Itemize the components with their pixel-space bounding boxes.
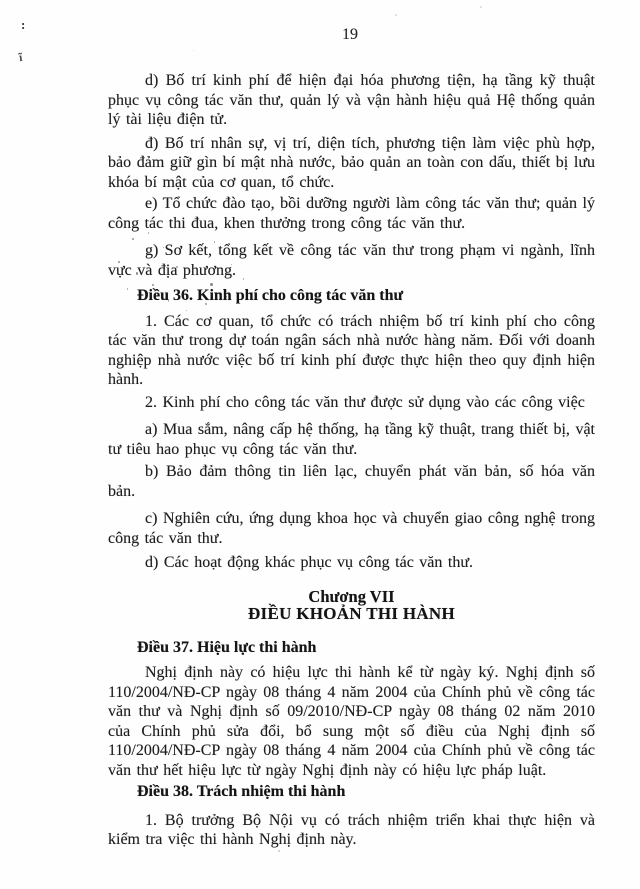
clause-g-review: g) Sơ kết, tổng kết về công tác văn thư trong phạm vi ngành, lĩnh vực và địa phương. xyxy=(108,242,595,279)
article-36-clause-1: 1. Các cơ quan, tổ chức có trách nhiệm bố trí kinh phí cho công tác văn thư trong dự toán ngân sách nhà nước hàng năm. Đối với doanh nghiệp nhà nước việc bố trí kinh phí được thực hiện theo quy định hiện hành. xyxy=(108,312,595,388)
ink-speckle xyxy=(193,50,194,51)
article-38-clause-1: 1. Bộ trưởng Bộ Nội vụ có trách nhiệm triển khai thực hiện và kiểm tra việc thi hành Nghị định này. xyxy=(108,811,595,848)
article-36-clause-2c: c) Nghiên cứu, ứng dụng khoa học và chuyển giao công nghệ trong công tác văn thư. xyxy=(108,510,595,547)
article-37-paragraph: Nghị định này có hiệu lực thi hành kể từ ngày ký. Nghị định số 110/2004/NĐ-CP ngày 08 tháng 4 năm 2004 của Chính phủ về công tác văn thư và Nghị định số 09/2010/NĐ-CP ngày 08 tháng 02 năm 2010 của Chính phủ sửa đổi, bổ sung một số điều của Nghị định số 110/2004/NĐ-CP ngày 08 tháng 4 năm 2004 của Chính phủ về công tác văn thư hết hiệu lực từ ngày Nghị định này có hiệu lực pháp luật. xyxy=(108,664,595,779)
page-content xyxy=(108,71,595,850)
scan-artifact-colon: : xyxy=(21,17,26,32)
article-38-heading: Điều 38. Trách nhiệm thi hành xyxy=(137,783,346,800)
article-36-heading: Điều 36. Kinh phí cho công tác văn thư xyxy=(137,287,404,304)
ink-speckle xyxy=(395,14,397,16)
article-37-heading: Điều 37. Hiệu lực thi hành xyxy=(137,638,317,656)
article-36-clause-2b: b) Bảo đảm thông tin liên lạc, chuyển phát văn bản, số hóa văn bản. xyxy=(108,463,595,500)
clause-d-funding: d) Bố trí kinh phí để hiện đại hóa phương tiện, hạ tầng kỹ thuật phục vụ công tác văn thư, quản lý và vận hành hiệu quả Hệ thống quản lý tài liệu điện tử. xyxy=(108,72,595,128)
chapter-7-title: ĐIỀU KHOẢN THI HÀNH xyxy=(247,603,456,623)
clause-dd-personnel: đ) Bố trí nhân sự, vị trí, diện tích, phương tiện làm việc phù hợp, bảo đảm giữ gìn bí mật nhà nước, bảo quản an toàn con dấu, thiết bị lưu khóa bí mật của cơ quan, tổ chức. xyxy=(108,134,595,191)
article-36-clause-2a: a) Mua sắm, nâng cấp hệ thống, hạ tầng kỹ thuật, trang thiết bị, vật tư tiêu hao phục vụ công tác văn thư. xyxy=(108,421,595,458)
page-number: 19 xyxy=(342,26,358,43)
chapter-7-label: Chương VII xyxy=(308,586,395,606)
ink-speckle xyxy=(278,850,280,852)
ink-speckle xyxy=(480,6,482,8)
article-36-clause-2d: d) Các hoạt động khác phục vụ công tác văn thư. xyxy=(145,554,474,571)
article-36-clause-2: 2. Kinh phí cho công tác văn thư được sử dụng vào các công việc xyxy=(145,393,585,411)
clause-e-training: e) Tổ chức đào tạo, bồi dưỡng người làm công tác văn thư; quản lý công tác thi đua, khen thưởng trong công tác văn thư. xyxy=(108,195,595,232)
scan-artifact-tick: ĩ xyxy=(17,49,24,65)
